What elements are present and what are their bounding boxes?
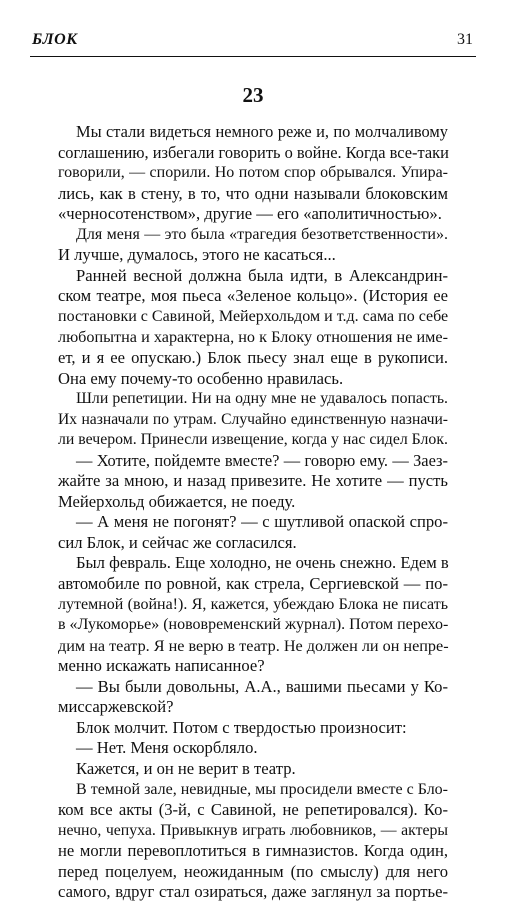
text-line: Был февраль. Еще холодно, не очень снежно. Едем в (76, 553, 449, 573)
text-line: И лучше, думалось, этого не касаться... (58, 245, 336, 265)
text-line: жайте за мною, и назад привезите. Не хотите — пусть (58, 471, 448, 491)
text-line: Шли репетиции. Ни на одну мне не удавалось попасть. (76, 390, 448, 408)
running-title: БЛОК (32, 31, 78, 48)
text-line: ском театре, моя пьеса «Зеленое кольцо». (История ее (58, 286, 448, 306)
text-line: говорили, — спорили. Но потом спор обрывался. Упира- (58, 164, 448, 182)
header-rule (30, 56, 476, 57)
text-line: Кажется, и он не верит в театр. (76, 758, 296, 778)
text-line: — А меня не погонят? — с шутливой опаской спро- (76, 512, 448, 532)
text-line: Ранней весной должна была идти, в Александрин- (76, 265, 448, 285)
text-line: В темной зале, невидные, мы просидели вместе с Бло- (76, 780, 448, 798)
page-number: 31 (457, 31, 473, 48)
text-line: лись, как в стену, в то, что одни называли блоковским (58, 183, 448, 203)
text-line: сил Блок, и сейчас же согласился. (58, 532, 297, 552)
page-header (30, 31, 475, 53)
text-line: — Нет. Меня оскорбляло. (76, 738, 258, 758)
text-line: — Вы были довольны, А.А., вашими пьесами у Ко- (76, 676, 448, 696)
text-line: Мейерхольд обижается, не поеду. (58, 491, 296, 511)
body-text (58, 122, 448, 903)
text-line: нечно, чепуха. Привыкнув играть любовников, — актеры (58, 821, 448, 839)
text-line: ли вечером. Принесли извещение, когда у нас сидел Блок. (58, 431, 448, 449)
text-line: не могли перевоплотиться в гимназистов. Когда один, (58, 841, 448, 861)
text-line: в «Лукоморье» (нововременский журнал). Потом перехо- (58, 616, 449, 634)
chapter-number: 23 (242, 83, 264, 107)
text-line: «черносотенством», другие — его «аполитичностью». (58, 204, 442, 224)
text-line: Для меня — это была «трагедия безответственности». (76, 225, 448, 243)
text-line: постановки с Савиной, Мейерхольдом и т.д. сама по себе (58, 307, 449, 325)
text-line: Мы стали видеться немного реже и, по молчаливому (76, 122, 448, 141)
text-line: менно искажать написанное? (58, 656, 265, 676)
text-line: Она ему почему-то особенно нравилась. (58, 368, 344, 388)
text-line: соглашению, избегали говорить о войне. Когда все-таки (58, 142, 449, 162)
text-line: лутемной (война!). Я, кажется, убеждаю Блока не писать (58, 595, 448, 613)
text-line: самого, вдруг стал озираться, даже заглянул за портье- (58, 882, 448, 902)
text-line: — Хотите, пойдемте вместе? — говорю ему. — Заез- (76, 450, 448, 470)
text-line: Их назначали по утрам. Случайно единственную назначи- (58, 410, 448, 428)
text-line: ет, и я ее опускаю.) Блок пьесу знал еще в рукописи. (58, 348, 448, 368)
text-line: Блок молчит. Потом с твердостью произносит: (76, 717, 407, 737)
text-line: любопытна и характерна, но к Блоку отношения не име- (58, 328, 448, 347)
text-line: автомобиле по ровной, как стрела, Сергиевской — по- (58, 574, 448, 594)
text-line: ком все акты (3-й, с Савиной, не репетировался). Ко- (58, 800, 448, 820)
text-line: дим на театр. Я не верю в театр. Не должен ли он непре- (58, 636, 449, 655)
text-line: перед поцелуем, неожиданным (по смыслу) для него (58, 861, 448, 881)
text-line: миссаржевской? (58, 697, 174, 717)
